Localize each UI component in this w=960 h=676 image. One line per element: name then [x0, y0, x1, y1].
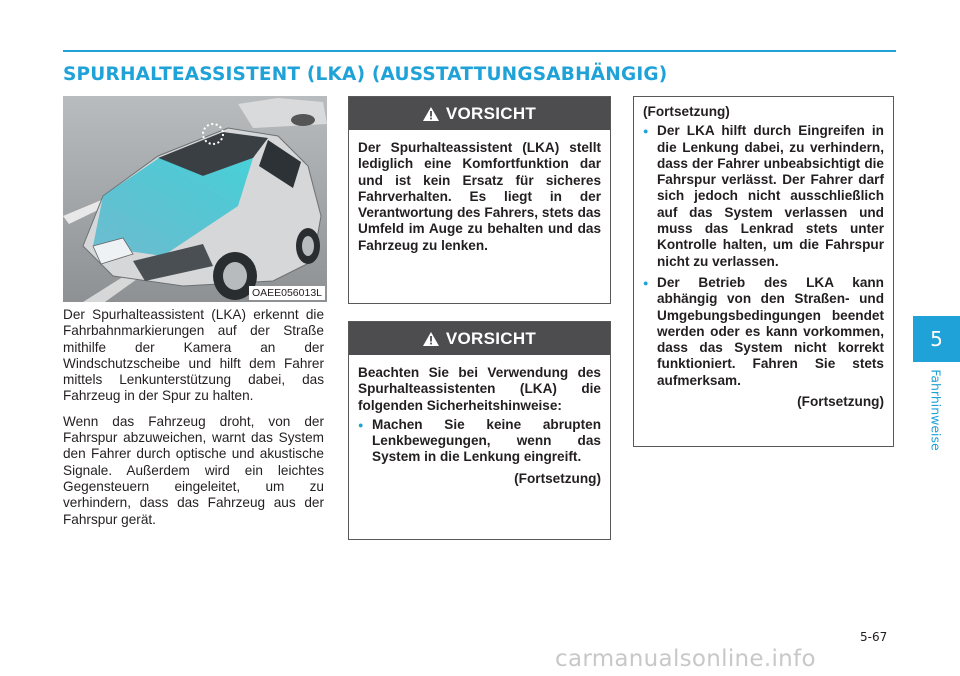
continuation-heading: (Fortsetzung)	[643, 104, 730, 119]
list-item: ● Der LKA hilft durch Eingreifen in die Lenkung dabei, zu verhindern, dass der Fahrer unbeabsichtigt die Fahrspur verlässt. Der Fahrer darf sich jedoch nicht ausschließlich auf das System verlassen und muss das Lenkrad stets unter Kontrolle halten, um die Fahrspur nicht zu verlassen.	[643, 123, 884, 270]
caution-box-2	[348, 321, 611, 540]
continued-note: (Fortsetzung)	[797, 394, 884, 410]
continuation-box	[633, 96, 894, 447]
caution-intro-2: Beachten Sie bei Verwendung des Spurhalteassistenten (LKA) die folgenden Sicherheitshinweise:	[358, 365, 601, 413]
intro-text	[63, 307, 324, 537]
section-title: SPURHALTEASSISTENT (LKA) (AUSSTATTUNGSABHÄNGIG)	[63, 64, 668, 85]
warning-triangle-icon	[423, 332, 439, 346]
top-rule	[63, 50, 896, 52]
watermark: carmanualsonline.info	[555, 646, 816, 672]
list-item: ● Machen Sie keine abrupten Lenkbewegungen, wenn das System in die Lenkung eingreift.	[358, 417, 601, 466]
lka-car-illustration	[63, 96, 327, 302]
list-item: ● Der Betrieb des LKA kann abhängig von den Straßen- und Umgebungsbedingungen beendet werden oder es kann vorkommen, dass das System nicht korrekt funktioniert. Fahren Sie stets aufmerksam.	[643, 275, 884, 389]
chapter-label: Fahrhinweise	[928, 369, 944, 451]
warning-triangle-icon	[423, 107, 439, 121]
caution-header-2	[349, 322, 610, 355]
caution-header-1	[349, 97, 610, 130]
caution-heading-1: VORSICHT	[445, 103, 537, 123]
continuation-bullets	[643, 123, 884, 389]
caution-heading-2: VORSICHT	[445, 328, 537, 348]
caution-box-1	[348, 96, 611, 304]
image-code: OAEE056013L	[249, 286, 325, 300]
car-with-camera-view-icon	[63, 96, 327, 302]
intro-paragraph-2: Wenn das Fahrzeug droht, von der Fahrspur abzuweichen, warnt das System den Fahrer durch optische und akustische Signale. Außerdem wird ein leichtes Gegensteuern eingeleitet, um zu verhindern, dass das Fahrzeug aus der Fahrspur gerät.	[63, 413, 324, 527]
chapter-tab	[913, 316, 960, 362]
page-number: 5-67	[860, 630, 888, 644]
caution-text-1: Der Spurhalteassistent (LKA) stellt lediglich eine Komfortfunktion dar und ist kein Ersatz für sicheres Fahrverhalten. Es liegt in der Verantwortung des Fahrers, stets das Umfeld im Auge zu behalten und das Fahrzeug zu lenken.	[358, 140, 601, 253]
caution-bullets-2	[358, 417, 601, 466]
chapter-number: 5	[930, 327, 943, 351]
continued-note: (Fortsetzung)	[514, 470, 601, 486]
intro-paragraph-1: Der Spurhalteassistent (LKA) erkennt die Fahrbahnmarkierungen auf der Straße mithilfe der Kamera an der Windschutzscheibe und hilft dem Fahrer mittels Lenkunterstützung dabei, das Fahrzeug in der Spur zu halten.	[63, 307, 324, 404]
